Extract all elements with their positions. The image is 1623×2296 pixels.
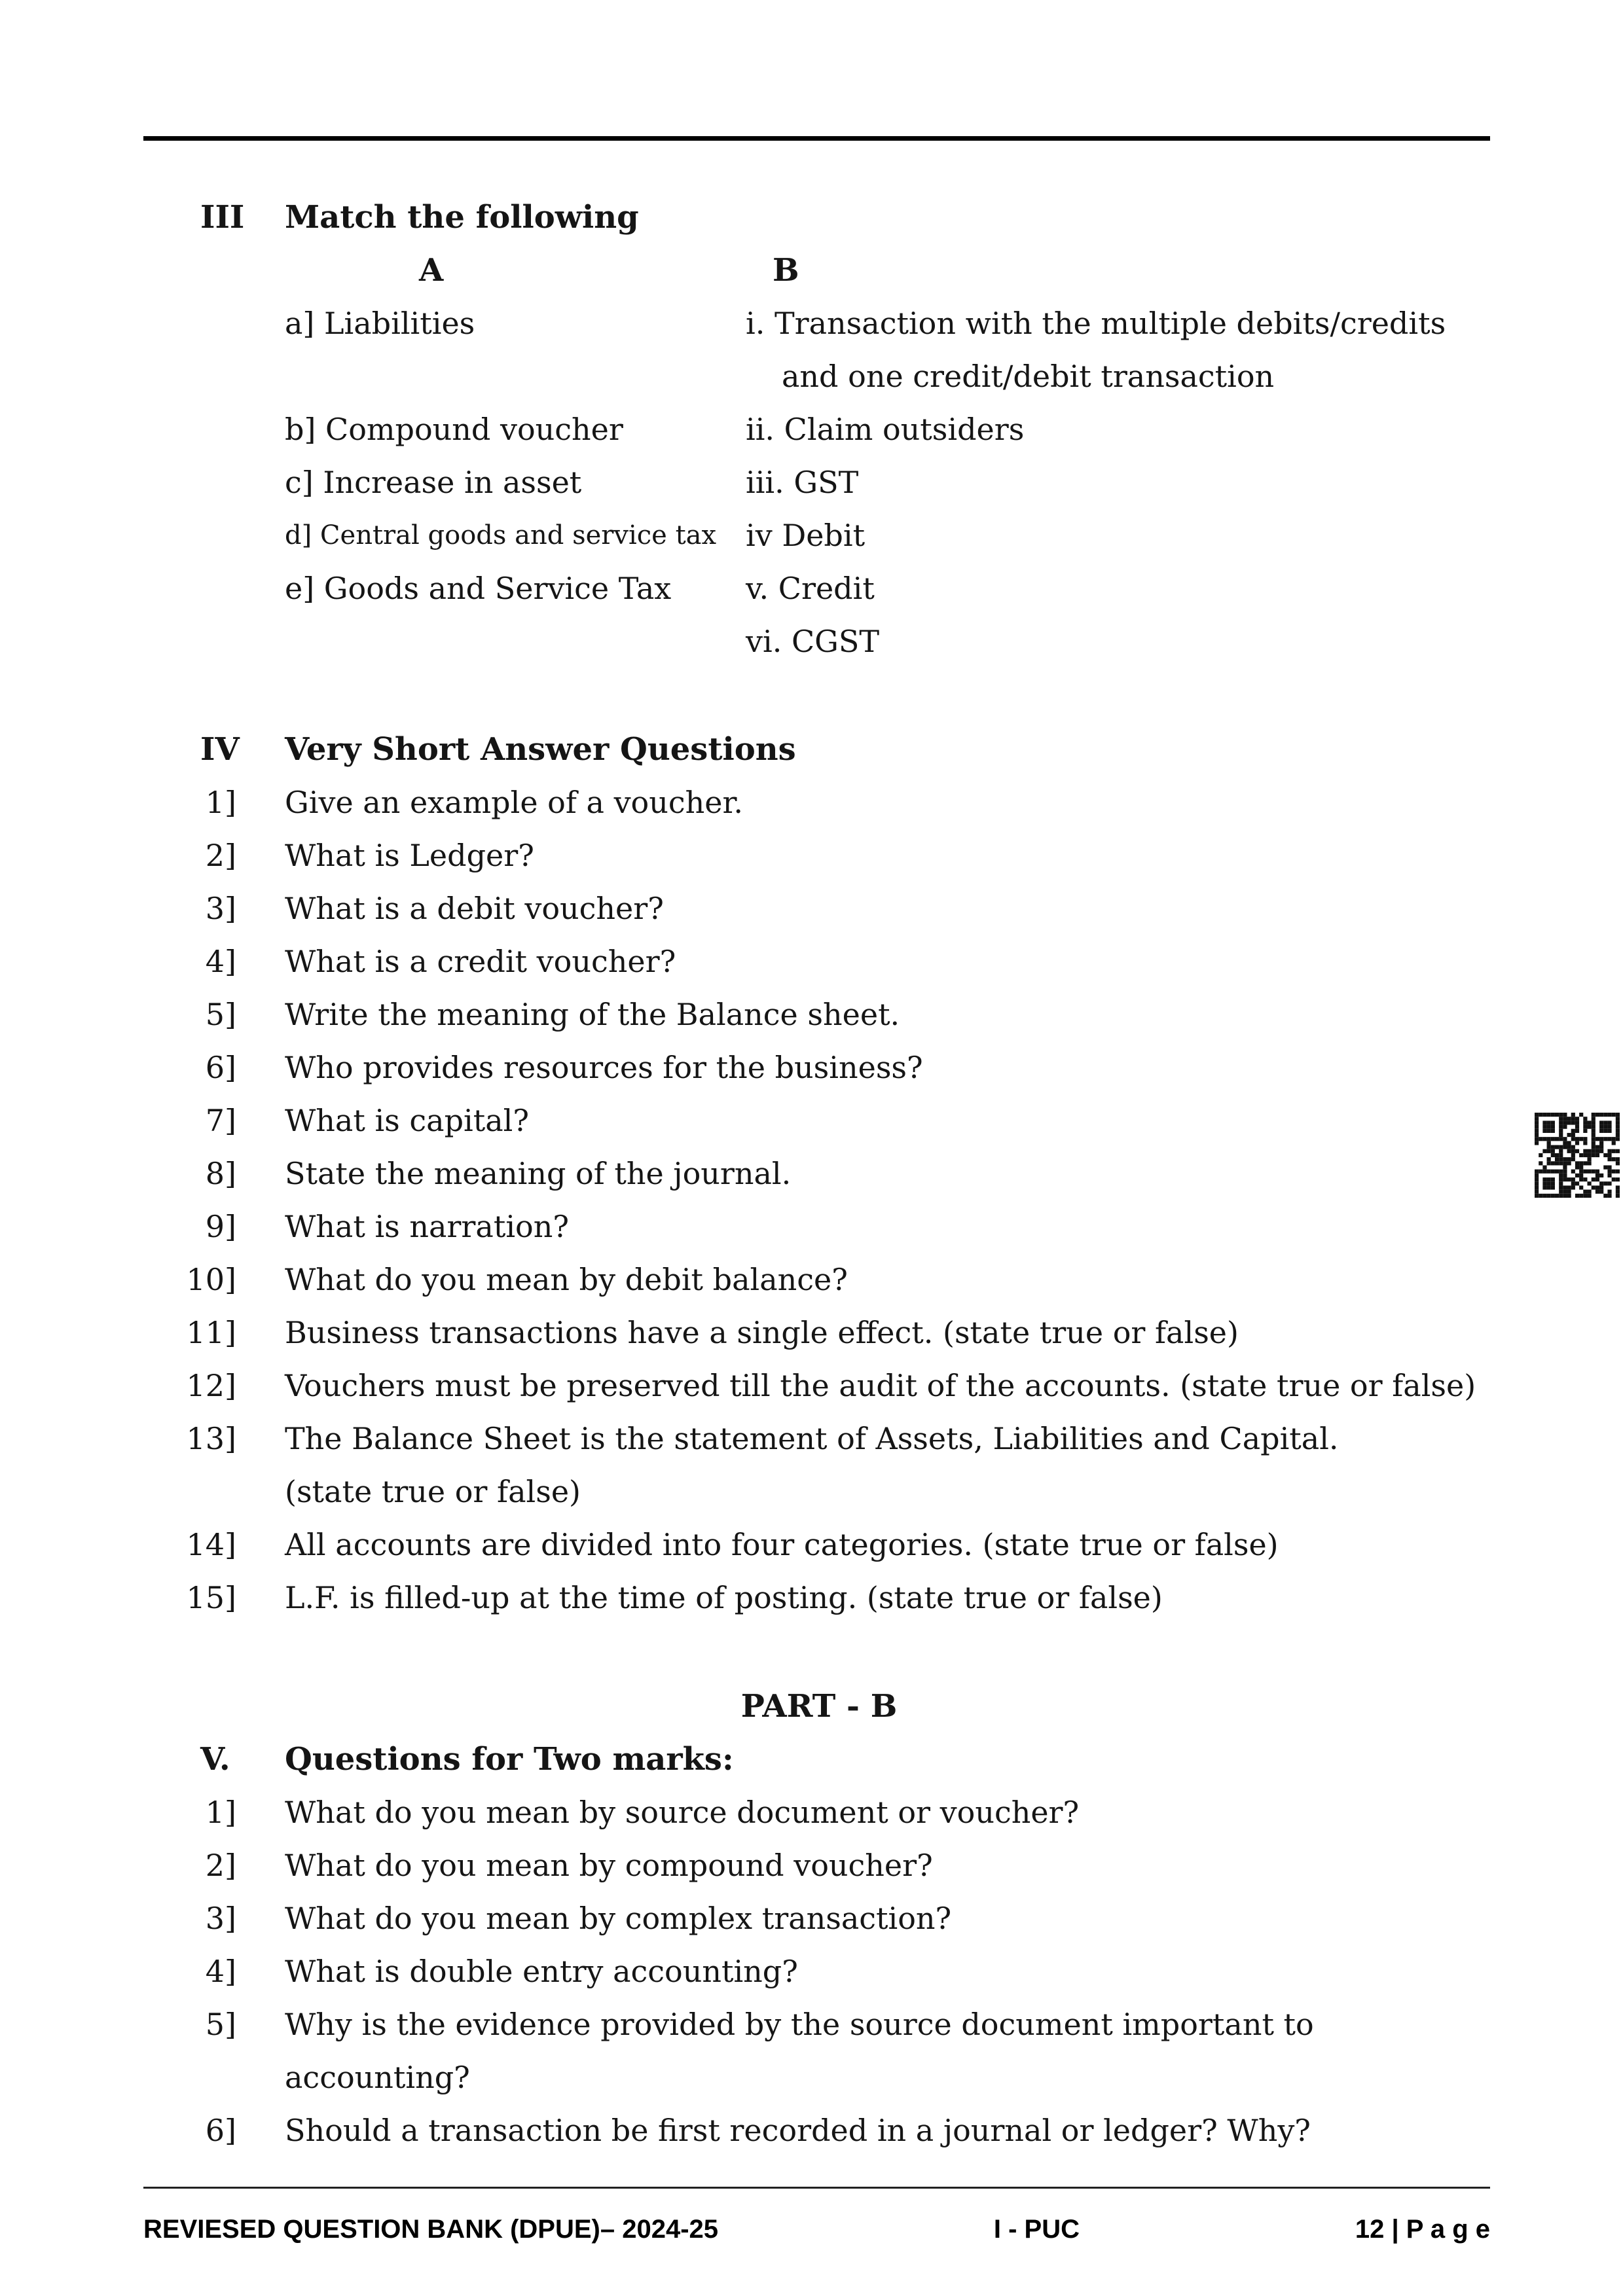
qr-code [1535, 1113, 1620, 1198]
question-number: 3] [205, 891, 236, 926]
question-text: All accounts are divided into four categories. (state true or false) [285, 1527, 1279, 1562]
question-row [144, 882, 1494, 935]
section-two-marks-header [144, 1733, 1494, 1786]
footer-rule [143, 2187, 1490, 2189]
question-row [144, 1892, 1494, 1945]
question-row [144, 2104, 1494, 2157]
question-number: 7] [205, 1103, 236, 1138]
question-row [144, 1945, 1494, 1998]
match-b-line2: and one credit/debit transaction [782, 359, 1275, 394]
question-row [144, 1306, 1494, 1359]
match-b-item: iv Debit [746, 518, 866, 553]
question-text-line1: The Balance Sheet is the statement of Assets, Liabilities and Capital. [285, 1421, 1339, 1456]
match-b-line1: i. Transaction with the multiple debits/credits [746, 306, 1446, 341]
question-text: What is narration? [285, 1209, 570, 1244]
part-b-heading: PART - B [740, 1688, 898, 1725]
question-number: 8] [205, 1156, 236, 1191]
question-text: What is a credit voucher? [285, 944, 676, 979]
question-row [144, 1359, 1494, 1412]
section-two-marks-label: V. [200, 1741, 230, 1778]
question-row [144, 1518, 1494, 1571]
match-row [285, 562, 1494, 615]
top-rule [143, 136, 1490, 141]
question-text-line2: (state true or false) [285, 1474, 581, 1509]
question-number: 1] [205, 785, 236, 820]
section-vsa-label: IV [200, 731, 240, 768]
question-number: 4] [205, 944, 236, 979]
question-number: 14] [186, 1527, 236, 1562]
question-row [144, 1839, 1494, 1892]
question-number: 5] [205, 997, 236, 1032]
footer-right: 12 | P a g e [1355, 2215, 1490, 2244]
match-row [285, 615, 1494, 668]
match-b-item: v. Credit [746, 571, 875, 606]
question-row [144, 1786, 1494, 1839]
section-match-header [144, 191, 1494, 244]
question-row [144, 1147, 1494, 1200]
question-number: 11] [186, 1315, 236, 1350]
section-vsa-header [144, 723, 1494, 776]
match-table [144, 244, 1494, 668]
question-text: State the meaning of the journal. [285, 1156, 792, 1191]
question-row [144, 1041, 1494, 1094]
question-row [144, 776, 1494, 829]
match-a-item: e] Goods and Service Tax [285, 571, 672, 606]
match-a-item: c] Increase in asset [285, 465, 582, 500]
question-text: Who provides resources for the business? [285, 1050, 923, 1085]
question-text: Should a transaction be first recorded in a journal or ledger? Why? [285, 2113, 1311, 2148]
question-text: Write the meaning of the Balance sheet. [285, 997, 900, 1032]
question-number: 5] [205, 2007, 236, 2042]
question-text: Why is the evidence provided by the source document important to accounting? [285, 2007, 1314, 2095]
question-text [285, 1412, 1494, 1518]
match-column-headers [285, 244, 1494, 297]
match-a-item [285, 615, 746, 668]
question-number: 12] [186, 1368, 236, 1403]
match-b-item: iii. GST [746, 465, 859, 500]
footer-center: I - PUC [993, 2215, 1080, 2244]
question-row [144, 935, 1494, 988]
question-text: What is Ledger? [285, 838, 534, 873]
question-number: 1] [205, 1795, 236, 1830]
question-text: Business transactions have a single effect. (state true or false) [285, 1315, 1239, 1350]
page-footer [143, 2215, 1490, 2244]
question-number: 15] [186, 1580, 236, 1615]
question-number: 2] [205, 838, 236, 873]
question-row [144, 1253, 1494, 1306]
question-row [144, 1200, 1494, 1253]
match-a-item: b] Compound voucher [285, 412, 623, 447]
question-text: What is capital? [285, 1103, 530, 1138]
match-a-item: d] Central goods and service tax [285, 520, 717, 550]
question-row [144, 988, 1494, 1041]
match-b-item: vi. CGST [746, 624, 880, 659]
question-number: 6] [205, 1050, 236, 1085]
section-match-label: III [200, 199, 245, 236]
question-number: 13] [186, 1421, 236, 1456]
question-number: 6] [205, 2113, 236, 2148]
question-row [144, 829, 1494, 882]
page-content [144, 191, 1494, 2157]
question-text: Give an example of a voucher. [285, 785, 744, 820]
question-text: Vouchers must be preserved till the audit of the accounts. (state true or false) [285, 1368, 1476, 1403]
match-row [285, 403, 1494, 456]
question-text: L.F. is filled-up at the time of posting. (state true or false) [285, 1580, 1163, 1615]
match-a-item: a] Liabilities [285, 306, 475, 341]
question-number: 9] [205, 1209, 236, 1244]
match-row [285, 456, 1494, 509]
match-b-item: ii. Claim outsiders [746, 412, 1025, 447]
question-row [144, 1412, 1494, 1518]
match-col-b-header: B [773, 252, 799, 289]
question-text: What do you mean by compound voucher? [285, 1848, 933, 1883]
question-text: What is a debit voucher? [285, 891, 664, 926]
match-b-item [746, 297, 1494, 403]
question-number: 10] [186, 1262, 236, 1297]
match-row [285, 297, 1494, 403]
question-row [144, 1094, 1494, 1147]
question-number: 4] [205, 1954, 236, 1989]
question-text: What do you mean by source document or voucher? [285, 1795, 1080, 1830]
question-number: 3] [205, 1901, 236, 1936]
section-two-marks-title: Questions for Two marks: [285, 1741, 734, 1778]
match-col-a-header: A [419, 252, 444, 289]
question-row [144, 1998, 1494, 2104]
match-row [285, 509, 1494, 562]
question-row [144, 1571, 1494, 1624]
section-match-title: Match the following [285, 199, 639, 236]
question-text: What is double entry accounting? [285, 1954, 798, 1989]
footer-left: REVIESED QUESTION BANK (DPUE)– 2024-25 [143, 2215, 719, 2244]
question-number: 2] [205, 1848, 236, 1883]
question-text: What do you mean by debit balance? [285, 1262, 848, 1297]
question-text: What do you mean by complex transaction? [285, 1901, 952, 1936]
section-vsa-title: Very Short Answer Questions [285, 731, 796, 768]
